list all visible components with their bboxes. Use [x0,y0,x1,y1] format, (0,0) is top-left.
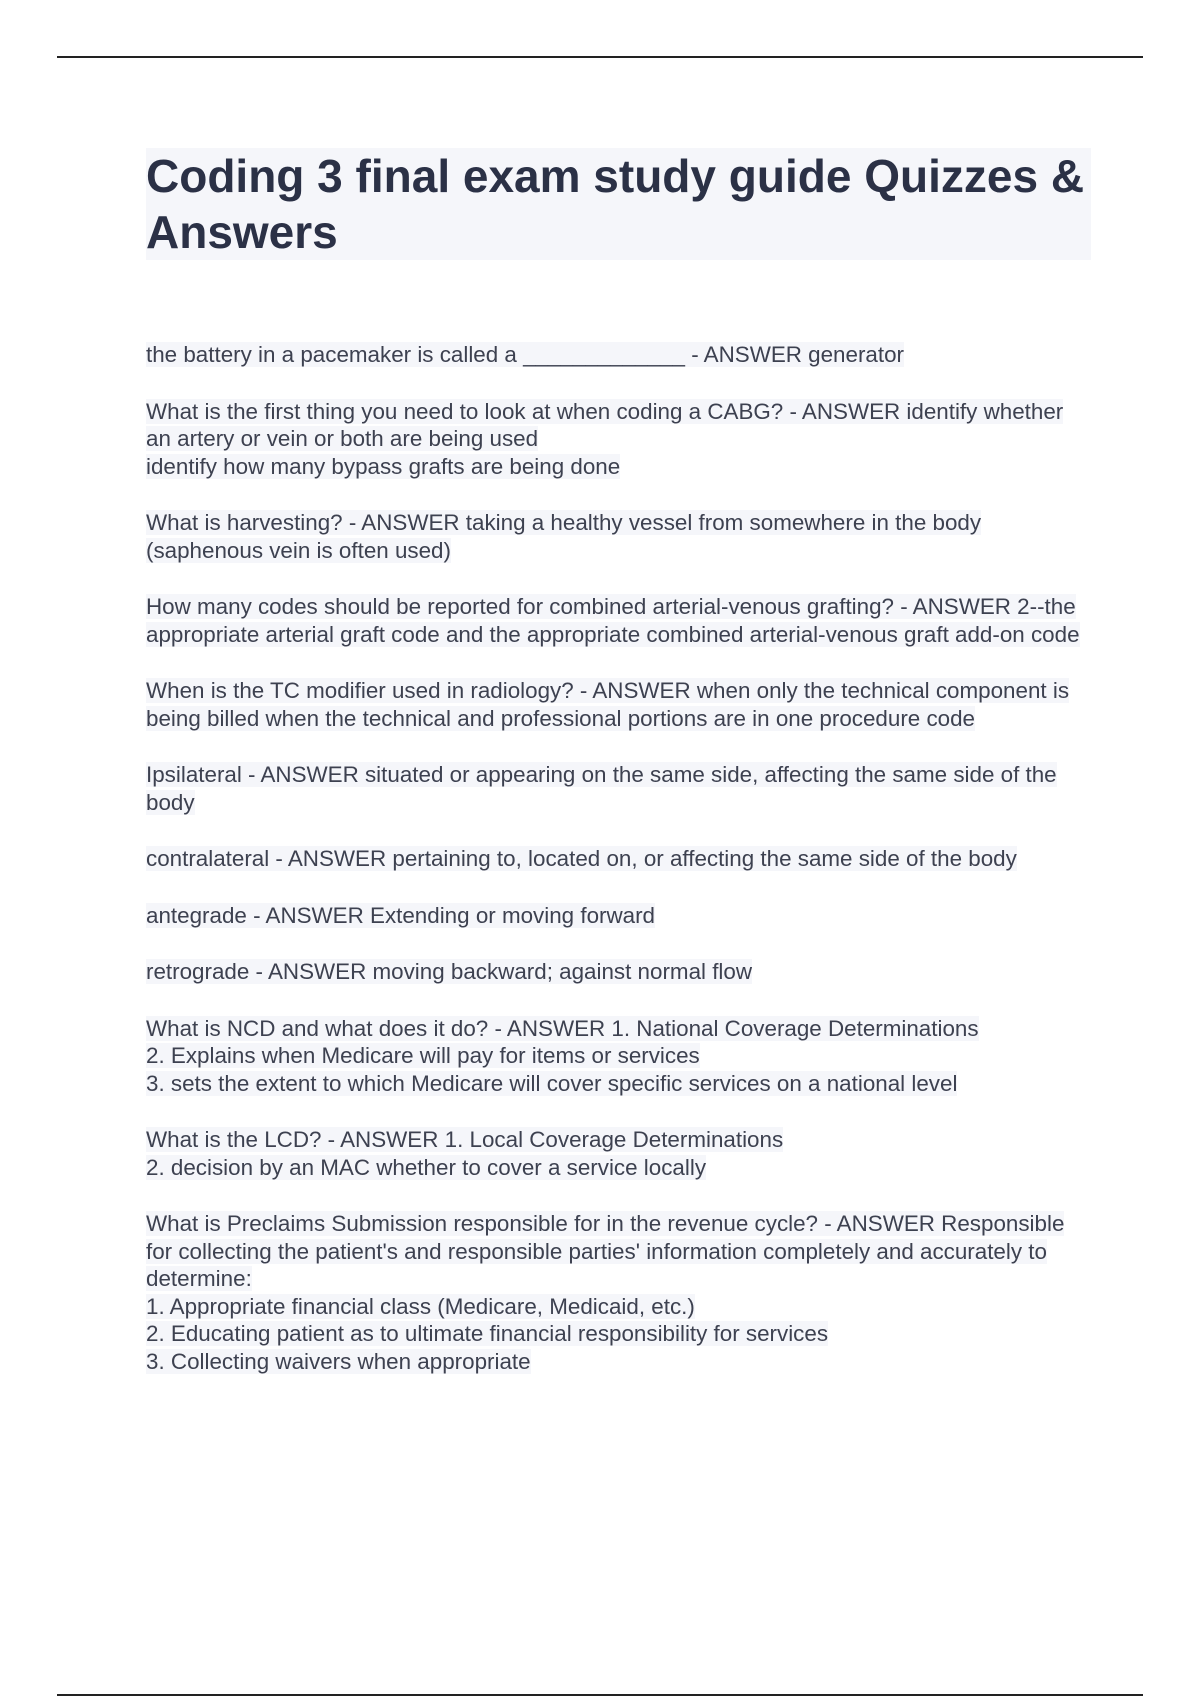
qa-text: What is harvesting? - ANSWER taking a healthy vessel from somewhere in the body (saphenous vein is often used) [146,510,982,563]
qa-text: Ipsilateral - ANSWER situated or appearing on the same side, affecting the same side of the body [146,762,1057,815]
qa-list [146,341,1091,1375]
qa-item [146,509,1091,564]
qa-text: 2. decision by an MAC whether to cover a service locally [146,1154,707,1180]
qa-text: What is NCD and what does it do? - ANSWER 1. National Coverage Determinations [146,1015,979,1041]
qa-text: identify how many bypass grafts are being done [146,453,621,479]
qa-text: contralateral - ANSWER pertaining to, located on, or affecting the same side of the body [146,846,1017,871]
qa-text: 3. sets the extent to which Medicare will cover specific services on a national level [146,1070,958,1096]
qa-text: 2. Educating patient as to ultimate financial responsibility for services [146,1321,829,1346]
footer-rule [57,1694,1143,1696]
qa-text: 3. Collecting waivers when appropriate [146,1348,531,1374]
qa-text: What is Preclaims Submission responsible for in the revenue cycle? - ANSWER Responsible for collecting the patient's and responsible parties' information completely and accurately to determine: [146,1211,1065,1291]
document-title: Coding 3 final exam study guide Quizzes & Answers [146,148,1091,260]
qa-text: How many codes should be reported for combined arterial-venous grafting? - ANSWER 2--the appropriate arterial graft code and the appropriate combined arterial-venous graft add-on code [146,594,1080,647]
qa-item [146,1015,1091,1098]
header-rule [57,56,1143,58]
qa-item [146,677,1091,732]
qa-item [146,761,1091,816]
qa-text: the battery in a pacemaker is called a _____________ - ANSWER generator [146,342,905,367]
qa-text: 2. Explains when Medicare will pay for items or services [146,1043,700,1068]
qa-text: What is the LCD? - ANSWER 1. Local Coverage Determinations [146,1127,784,1152]
qa-item [146,902,1091,930]
document-body [146,148,1091,1404]
qa-text: When is the TC modifier used in radiology? - ANSWER when only the technical component is being billed when the technical and professional portions are in one procedure code [146,678,1070,731]
qa-text: retrograde - ANSWER moving backward; against normal flow [146,959,753,984]
qa-item [146,593,1091,648]
qa-item [146,1210,1091,1375]
qa-text: antegrade - ANSWER Extending or moving forward [146,902,656,928]
qa-item [146,341,1091,369]
qa-item [146,845,1091,873]
qa-item [146,398,1091,481]
qa-text: What is the first thing you need to look at when coding a CABG? - ANSWER identify whether an artery or vein or both are being used [146,398,1064,451]
qa-item [146,958,1091,986]
qa-text: 1. Appropriate financial class (Medicare, Medicaid, etc.) [146,1293,695,1319]
qa-item [146,1126,1091,1181]
